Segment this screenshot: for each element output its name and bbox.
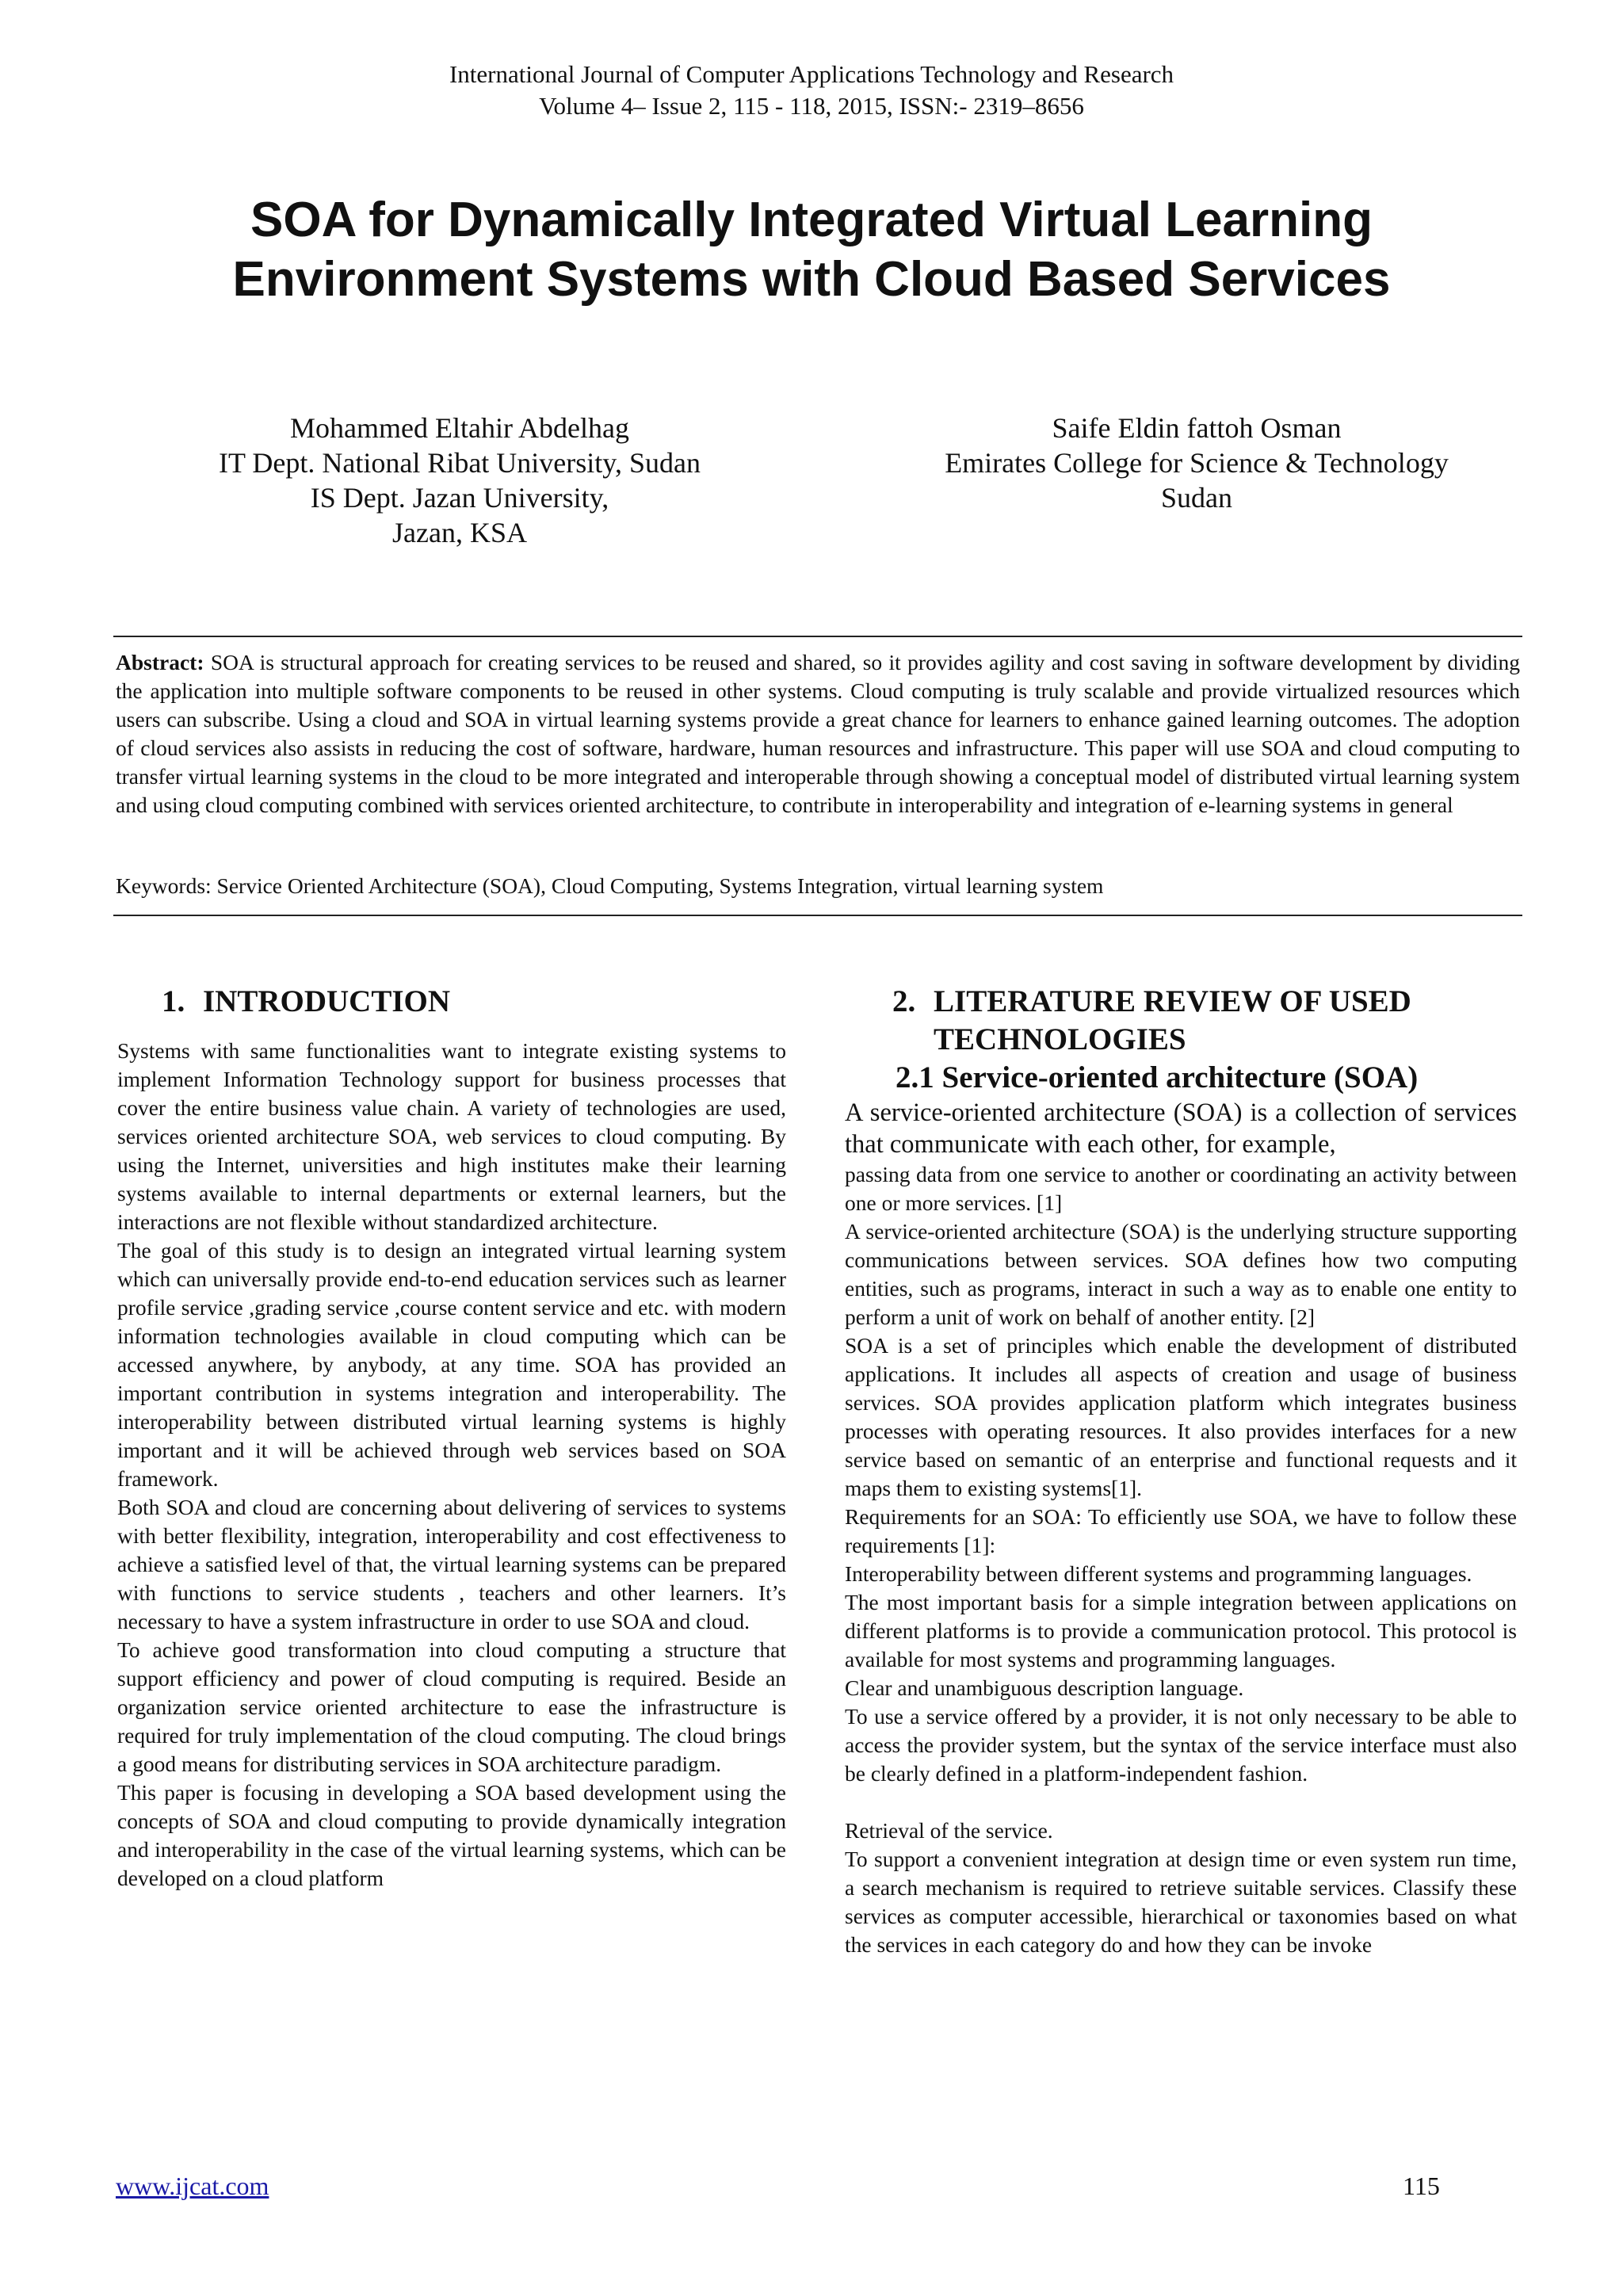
paragraph: Systems with same functionalities want to integrate existing systems to implement Information Technology support for business processes that cover the entire business value chain. A variety of technologies are used, services oriented architecture SOA, web services to cloud computing. By using the Internet, universities and high institutes make their learning systems available to internal departments or external learners, but the interactions are not flexible without standardized architecture.	[117, 1038, 786, 1234]
paragraph: The most important basis for a simple integration between applications on different platforms is to provide a communication protocol. This protocol is available for most systems and programming languages.	[845, 1590, 1517, 1671]
title-line-1: SOA for Dynamically Integrated Virtual Learning	[250, 193, 1373, 247]
paragraph: To support a convenient integration at design time or even system run time, a search mechanism is required to retrieve suitable services. Classify these services as computer accessible, hierarchical or taxonomies based on what the services in each category do and how they can be invoke	[845, 1847, 1517, 1957]
section-heading	[117, 983, 786, 1021]
paragraph: To achieve good transformation into cloud computing a structure that support efficiency and power of cloud computing is required. Beside an organization service oriented architecture to ease the infrastructure is required for truly implementation of the cloud computing. The cloud brings a good means for distributing services in SOA architecture paradigm.	[117, 1637, 786, 1776]
journal-volume: Volume 4– Issue 2, 115 - 118, 2015, ISSN:- 2319–8656	[539, 92, 1084, 120]
paragraph: This paper is focusing in developing a SOA based development using the concepts of SOA and cloud computing to provide dynamically integration and interoperability in the case of the virtual learning systems, which can be developed on a cloud platform	[117, 1780, 786, 1890]
section-title: LITERATURE REVIEW OF USED	[934, 984, 1411, 1018]
paragraph-gap	[845, 1788, 1517, 1817]
journal-website-link[interactable]: www.ijcat.com	[116, 2172, 269, 2200]
section-number: 1.	[162, 984, 185, 1018]
journal-header	[0, 59, 1623, 122]
page-number: 115	[1403, 2172, 1440, 2200]
section-title: INTRODUCTION	[203, 984, 451, 1018]
journal-name: International Journal of Computer Applications Technology and Research	[449, 60, 1174, 88]
right-column	[845, 983, 1517, 1959]
section-heading	[845, 983, 1517, 1021]
abstract-top-rule	[113, 636, 1522, 637]
author-affiliation: IT Dept. National Ribat University, Sudan	[219, 447, 701, 479]
author-affiliation: Emirates College for Science & Technology	[945, 447, 1449, 479]
paragraph-lead: A service-oriented architecture (SOA) is a collection of services that communicate with each other, for example,	[845, 1098, 1517, 1159]
author-name: Saife Eldin fattoh Osman	[1052, 412, 1342, 444]
author-affiliation: Jazan, KSA	[392, 517, 527, 548]
abstract-label: Abstract:	[116, 650, 204, 674]
paper-title	[0, 190, 1623, 309]
paragraph: Retrieval of the service.	[845, 1818, 1053, 1843]
paragraph: Clear and unambiguous description language.	[845, 1675, 1244, 1700]
author-name: Mohammed Eltahir Abdelhag	[290, 412, 629, 444]
paragraph: Requirements for an SOA: To efficiently use SOA, we have to follow these requirements [1]:	[845, 1504, 1517, 1557]
title-line-2: Environment Systems with Cloud Based Services	[232, 252, 1391, 307]
paragraph: passing data from one service to another or coordinating an activity between one or more services. [1]	[845, 1162, 1517, 1215]
paragraph: The goal of this study is to design an integrated virtual learning system which can universally provide end-to-end education services such as learner profile service ,grading service ,course content service and etc. with modern information technologies available in cloud computing which can be accessed anywhere, by anybody, at any time. SOA has provided an important contribution in systems integration and interoperability. The interoperability between distributed virtual learning systems is highly important and it will be achieved through web services based on SOA framework.	[117, 1238, 786, 1491]
author-affiliation: IS Dept. Jazan University,	[310, 482, 609, 514]
paragraph: A service-oriented architecture (SOA) is the underlying structure supporting communications between services. SOA defines how two computing entities, such as programs, interact in such a way as to enable one entity to perform a unit of work on behalf of another entity. [2]	[845, 1219, 1517, 1329]
paragraph: To use a service offered by a provider, it is not only necessary to be able to access the provider system, but the syntax of the service interface must also be clearly defined in a platform-independent fashion.	[845, 1704, 1517, 1786]
section-title-continued: TECHNOLOGIES	[934, 1022, 1186, 1056]
section-number: 2.	[892, 984, 916, 1018]
abstract	[116, 648, 1520, 819]
left-column	[117, 983, 786, 1893]
author-affiliation: Sudan	[1161, 482, 1232, 514]
keywords: Keywords: Service Oriented Architecture (SOA), Cloud Computing, Systems Integration, virtual learning system	[116, 873, 1104, 898]
abstract-bottom-rule	[113, 915, 1522, 916]
abstract-text: SOA is structural approach for creating services to be reused and shared, so it provides agility and cost saving in software development by dividing the application into multiple software components to be reused in other systems. Cloud computing is truly scalable and provide virtualized resources which users can subscribe. Using a cloud and SOA in virtual learning systems provide a great chance for learners to enhance gained learning outcomes. The adoption of cloud services also assists in reducing the cost of software, hardware, human resources and infrastructure. This paper will use SOA and cloud computing to transfer virtual learning systems in the cloud to be more integrated and interoperable through showing a conceptual model of distributed virtual learning system and using cloud computing combined with services oriented architecture, to contribute in interoperability and integration of e-learning systems in general	[116, 650, 1520, 817]
subsection-heading: 2.1 Service-oriented architecture (SOA)	[896, 1060, 1419, 1095]
paragraph: Both SOA and cloud are concerning about delivering of services to systems with better flexibility, integration, interoperability and cost effectiveness to achieve a satisfied level of that, the virtual learning systems can be prepared with functions to service students , teachers and other learners. It’s necessary to have a system infrastructure in order to use SOA and cloud.	[117, 1495, 786, 1633]
paragraph: Interoperability between different systems and programming languages.	[845, 1561, 1472, 1586]
author-block-left	[143, 411, 777, 550]
author-block-right	[856, 411, 1537, 515]
paragraph: SOA is a set of principles which enable the development of distributed applications. It includes all aspects of creation and usage of business services. SOA provides application platform which integrates business processes with operating resources. It also provides interfaces for a new service based on semantic of an enterprise and functional requests and it maps them to existing systems[1].	[845, 1333, 1517, 1500]
